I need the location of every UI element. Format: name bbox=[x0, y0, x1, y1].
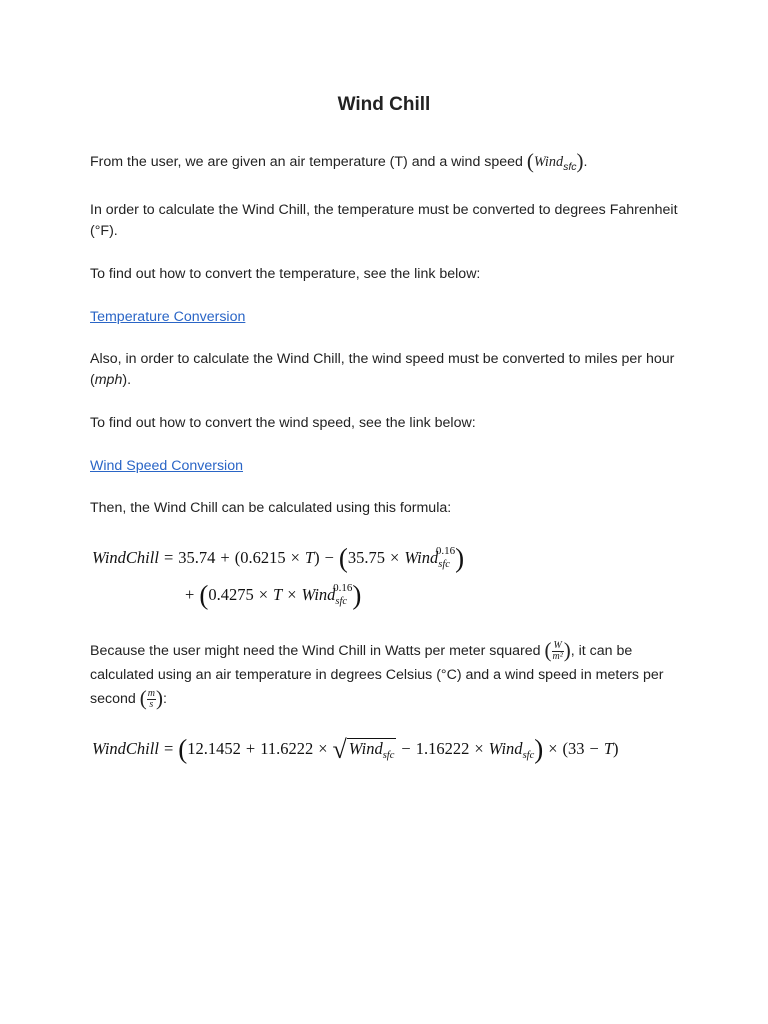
convert-wind-requirement: Also, in order to calculate the Wind Chill, the wind speed must be converted to miles per hour (mph). bbox=[90, 351, 675, 388]
wind-chill-metric-formula: WindChill = (12.1452 + 11.6222 × √ Wind$_{sfc}$ − 1.16222 × Wind$_{sfc}$) × (33 − T) bbox=[92, 734, 619, 764]
formula-intro: Then, the Wind Chill can be calculated using this formula: bbox=[90, 500, 452, 516]
wind-sfc-expression: (Wind$_{sfc}$) bbox=[526, 149, 584, 173]
temperature-link-intro: To find out how to convert the temperature, see the link below: bbox=[90, 266, 481, 282]
mph-unit: mph bbox=[94, 372, 123, 388]
intro-text: From the user, we are given an air temperature (T) and a wind speed bbox=[90, 154, 523, 170]
wind-speed-conversion-link[interactable]: Wind Speed Conversion bbox=[90, 458, 243, 474]
wind-link-line bbox=[90, 456, 690, 477]
temperature-conversion-link[interactable]: Temperature Conversion bbox=[90, 309, 246, 325]
meters-per-second-unit: ( $\frac{m}{s}$ ) bbox=[139, 686, 163, 710]
metric-intro-paragraph: Because the user might need the Wind Chill in Watts per meter squared ( $\frac{W}{\text{m²}}$ ), it can be calculated using an air temperature in degrees Celsius (°C) and a wind speed in meters per second ( $\frac{m}{s}$ ): bbox=[90, 638, 664, 710]
square-root: √ Wind$_{sfc}$ bbox=[332, 735, 395, 764]
wind-chill-imperial-formula-line2: + (0.4275 × T × Wind$_{sfc}^{0.16}$) bbox=[185, 580, 362, 610]
page-title: Wind Chill bbox=[337, 94, 431, 115]
convert-temperature-requirement: In order to calculate the Wind Chill, the temperature must be converted to degrees Fahrenheit (°F). bbox=[90, 202, 678, 239]
watts-per-square-meter-unit: ( $\frac{W}{\text{m²}}$ ) bbox=[544, 638, 571, 662]
wind-chill-imperial-formula-line1: WindChill = 35.74 + (0.6215 × T) − (35.75 × Wind$_{sfc}^{0.16}$) bbox=[92, 543, 465, 573]
temperature-link-line bbox=[90, 307, 690, 328]
wind-link-intro: To find out how to convert the wind speed, see the link below: bbox=[90, 415, 476, 431]
intro-paragraph: From the user, we are given an air temperature (T) and a wind speed (Wind$_{sfc}$). bbox=[90, 149, 588, 173]
